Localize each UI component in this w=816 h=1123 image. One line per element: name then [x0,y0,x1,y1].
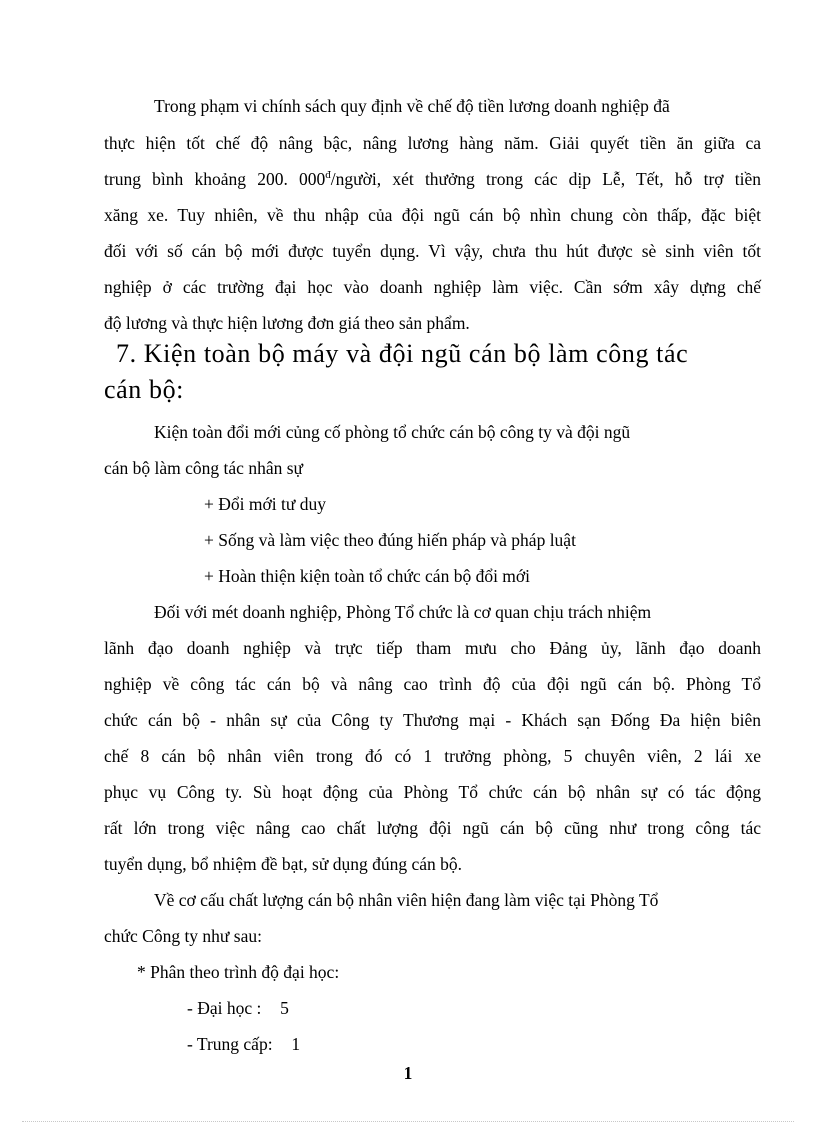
paragraph3-line3: nghiệp về công tác cán bộ và nâng cao trình độ của đội ngũ cán bộ. Phòng Tổ [104,674,761,694]
paragraph1-line5: đối với số cán bộ mới được tuyển dụng. Vì vậy, chưa thu hút được sè sinh viên tốt [104,241,761,261]
section-heading-line2: cán bộ: [104,375,185,404]
paragraph1-line3-rest: /người, xét thưởng trong các dịp Lễ, Tết, hỗ trợ tiền [330,169,761,189]
education-heading: * Phân theo trình độ đại học: [137,962,340,982]
paragraph3-line6: phục vụ Công ty. Sù hoạt động của Phòng Tổ chức cán bộ nhân sự có tác động [104,782,761,802]
paragraph3-line1: Đối với mét doanh nghiệp, Phòng Tổ chức là cơ quan chịu trách nhiệm [154,602,652,622]
paragraph3-line4: chức cán bộ - nhân sự của Công ty Thương mại - Khách sạn Đống Đa hiện biên [104,710,761,730]
paragraph1-line2: thực hiện tốt chế độ nâng bậc, nâng lương hàng năm. Giải quyết tiền ăn giữa ca [104,133,761,153]
paragraph1-line4: xăng xe. Tuy nhiên, về thu nhập của đội ngũ cán bộ nhìn chung còn thấp, đặc biệt [104,205,761,225]
bullet-item: + Đổi mới tư duy [204,494,326,514]
education-item-label: - Trung cấp: [187,1034,273,1054]
bullet-item: + Hoàn thiện kiện toàn tổ chức cán bộ đổi mới [204,566,531,586]
paragraph4-line1: Về cơ cấu chất lượng cán bộ nhân viên hiện đang làm việc tại Phòng Tổ [154,890,659,910]
paragraph1-line3-start: trung bình khoảng 200. 000 [104,169,326,189]
paragraph3-line5: chế 8 cán bộ nhân viên trong đó có 1 trưởng phòng, 5 chuyên viên, 2 lái xe [104,746,761,766]
page-bottom-divider [22,1121,794,1122]
paragraph2-line1: Kiện toàn đổi mới củng cố phòng tổ chức cán bộ công ty và đội ngũ [154,422,631,442]
paragraph4-line2: chức Công ty như sau: [104,926,262,946]
paragraph3-line8: tuyển dụng, bổ nhiệm đề bạt, sử dụng đúng cán bộ. [104,854,462,874]
education-item-label: - Đại học : [187,998,262,1018]
education-item-value: 1 [291,1034,301,1054]
bullet-item: + Sống và làm việc theo đúng hiến pháp và pháp luật [204,530,576,550]
paragraph3-line7: rất lớn trong việc nâng cao chất lượng đội ngũ cán bộ cũng như trong công tác [104,818,761,838]
paragraph1-line6: nghiệp ở các trường đại học vào doanh nghiệp làm việc. Cần sớm xây dựng chế [104,277,761,297]
paragraph3-line2: lãnh đạo doanh nghiệp và trực tiếp tham mưu cho Đảng ủy, lãnh đạo doanh [104,638,761,658]
education-item-value: 5 [280,998,289,1018]
currency-superscript: đ [325,169,331,182]
paragraph1-line7: độ lương và thực hiện lương đơn giá theo sản phẩm. [104,313,470,333]
education-item-university [187,998,289,1018]
education-item-college [187,1034,300,1054]
section-heading-line1: 7. Kiện toàn bộ máy và đội ngũ cán bộ làm công tác [116,339,689,368]
page-number: 1 [403,1063,413,1083]
paragraph1-line1: Trong phạm vi chính sách quy định về chế độ tiền lương doanh nghiệp đã [154,96,670,116]
paragraph2-line2: cán bộ làm công tác nhân sự [104,458,304,478]
paragraph1-line3 [104,169,761,189]
